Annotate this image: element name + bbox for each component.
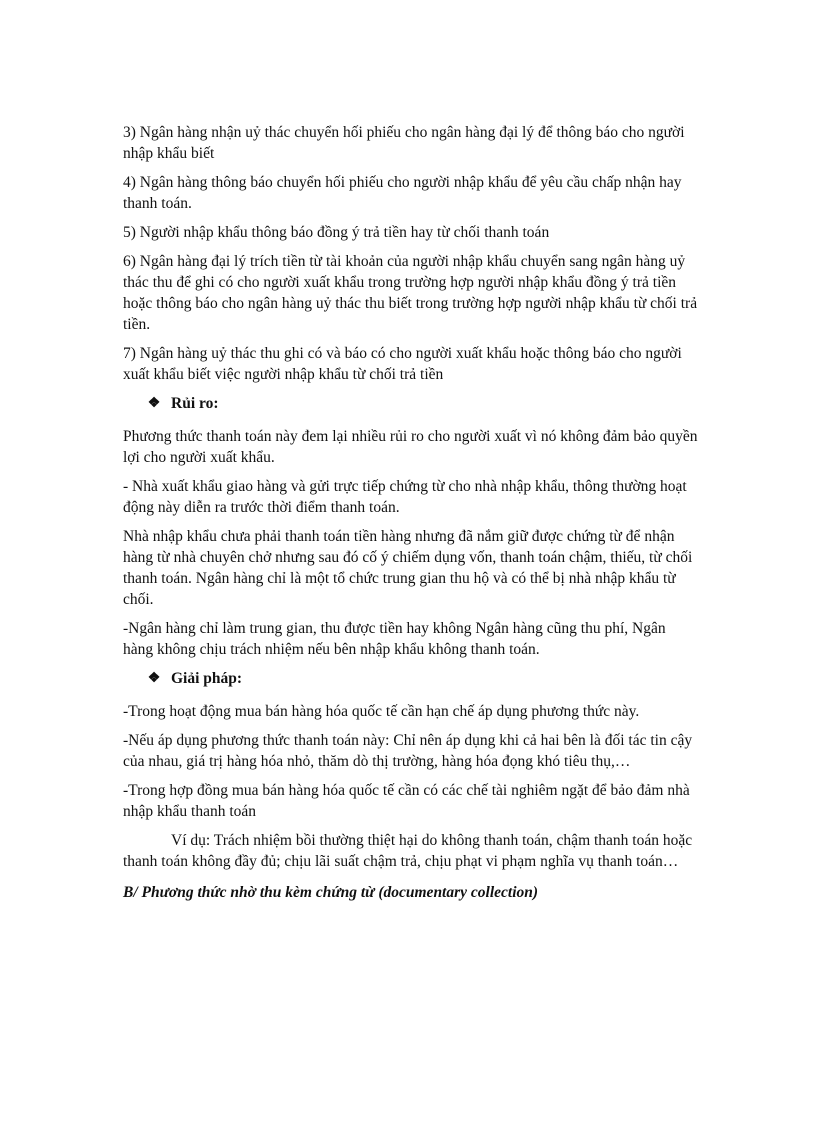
- section-b-title: B/ Phương thức nhờ thu kèm chứng từ (documentary collection): [123, 884, 539, 901]
- step-7-paragraph: 7) Ngân hàng uỷ thác thu ghi có và báo có cho người xuất khẩu hoặc thông báo cho người xuất khẩu biết việc người nhập khẩu từ chối trả tiền: [123, 345, 682, 383]
- step-6-paragraph: 6) Ngân hàng đại lý trích tiền từ tài khoản của người nhập khẩu chuyển sang ngân hàng uỷ thác thu để ghi có cho người xuất khẩu trong trường hợp người nhập khẩu đồng ý trả tiền hoặc thông báo cho ngân hàng uỷ thác thu biết trong trường hợp người nhập khẩu từ chối trả tiền.: [123, 253, 698, 333]
- risk-heading: [147, 393, 698, 414]
- step-5-paragraph: 5) Người nhập khẩu thông báo đồng ý trả tiền hay từ chối thanh toán: [123, 224, 550, 241]
- step-3-paragraph: 3) Ngân hàng nhận uỷ thác chuyển hối phiếu cho ngân hàng đại lý để thông báo cho người nhập khẩu biết: [123, 124, 685, 162]
- solution-heading-text: Giải pháp:: [171, 670, 243, 687]
- risk-paragraph-1: Phương thức thanh toán này đem lại nhiều rủi ro cho người xuất vì nó không đảm bảo quyền lợi cho người xuất khẩu.: [123, 428, 698, 466]
- risk-paragraph-3: Nhà nhập khẩu chưa phải thanh toán tiền hàng nhưng đã nắm giữ được chứng từ để nhận hàng từ nhà chuyên chở nhưng sau đó cố ý chiếm dụng vốn, thanh toán chậm, thiếu, từ chối thanh toán. Ngân hàng chỉ là một tổ chức trung gian thu hộ và có thể bị nhà nhập khẩu từ chối.: [123, 528, 693, 608]
- solution-paragraph-3: -Trong hợp đồng mua bán hàng hóa quốc tế cần có các chế tài nghiêm ngặt để bảo đảm nhà nhập khẩu thanh toán: [123, 782, 690, 820]
- diamond-bullet-icon: ❖: [147, 670, 161, 686]
- example-paragraph: Ví dụ: Trách nhiệm bồi thường thiệt hại do không thanh toán, chậm thanh toán hoặc thanh toán không đầy đủ; chịu lãi suất chậm trả, chịu phạt vi phạm nghĩa vụ thanh toán…: [123, 832, 693, 870]
- diamond-bullet-icon: ❖: [147, 395, 161, 411]
- risk-paragraph-4: -Ngân hàng chỉ làm trung gian, thu được tiền hay không Ngân hàng cũng thu phí, Ngân hàng không chịu trách nhiệm nếu bên nhập khẩu không thanh toán.: [123, 620, 666, 658]
- step-4-paragraph: 4) Ngân hàng thông báo chuyển hối phiếu cho người nhập khẩu để yêu cầu chấp nhận hay thanh toán.: [123, 174, 682, 212]
- solution-heading: [147, 668, 698, 689]
- solution-paragraph-2: -Nếu áp dụng phương thức thanh toán này: Chỉ nên áp dụng khi cả hai bên là đối tác tin cậy của nhau, giá trị hàng hóa nhỏ, thăm dò thị trường, hàng hóa đọng khó tiêu thụ,…: [123, 732, 693, 770]
- risk-heading-text: Rủi ro:: [171, 395, 219, 412]
- risk-paragraph-2: - Nhà xuất khẩu giao hàng và gửi trực tiếp chứng từ cho nhà nhập khẩu, thông thường hoạt động này diễn ra trước thời điểm thanh toán.: [123, 478, 687, 516]
- solution-paragraph-1: -Trong hoạt động mua bán hàng hóa quốc tế cần hạn chế áp dụng phương thức này.: [123, 703, 640, 720]
- document-page: [123, 122, 698, 903]
